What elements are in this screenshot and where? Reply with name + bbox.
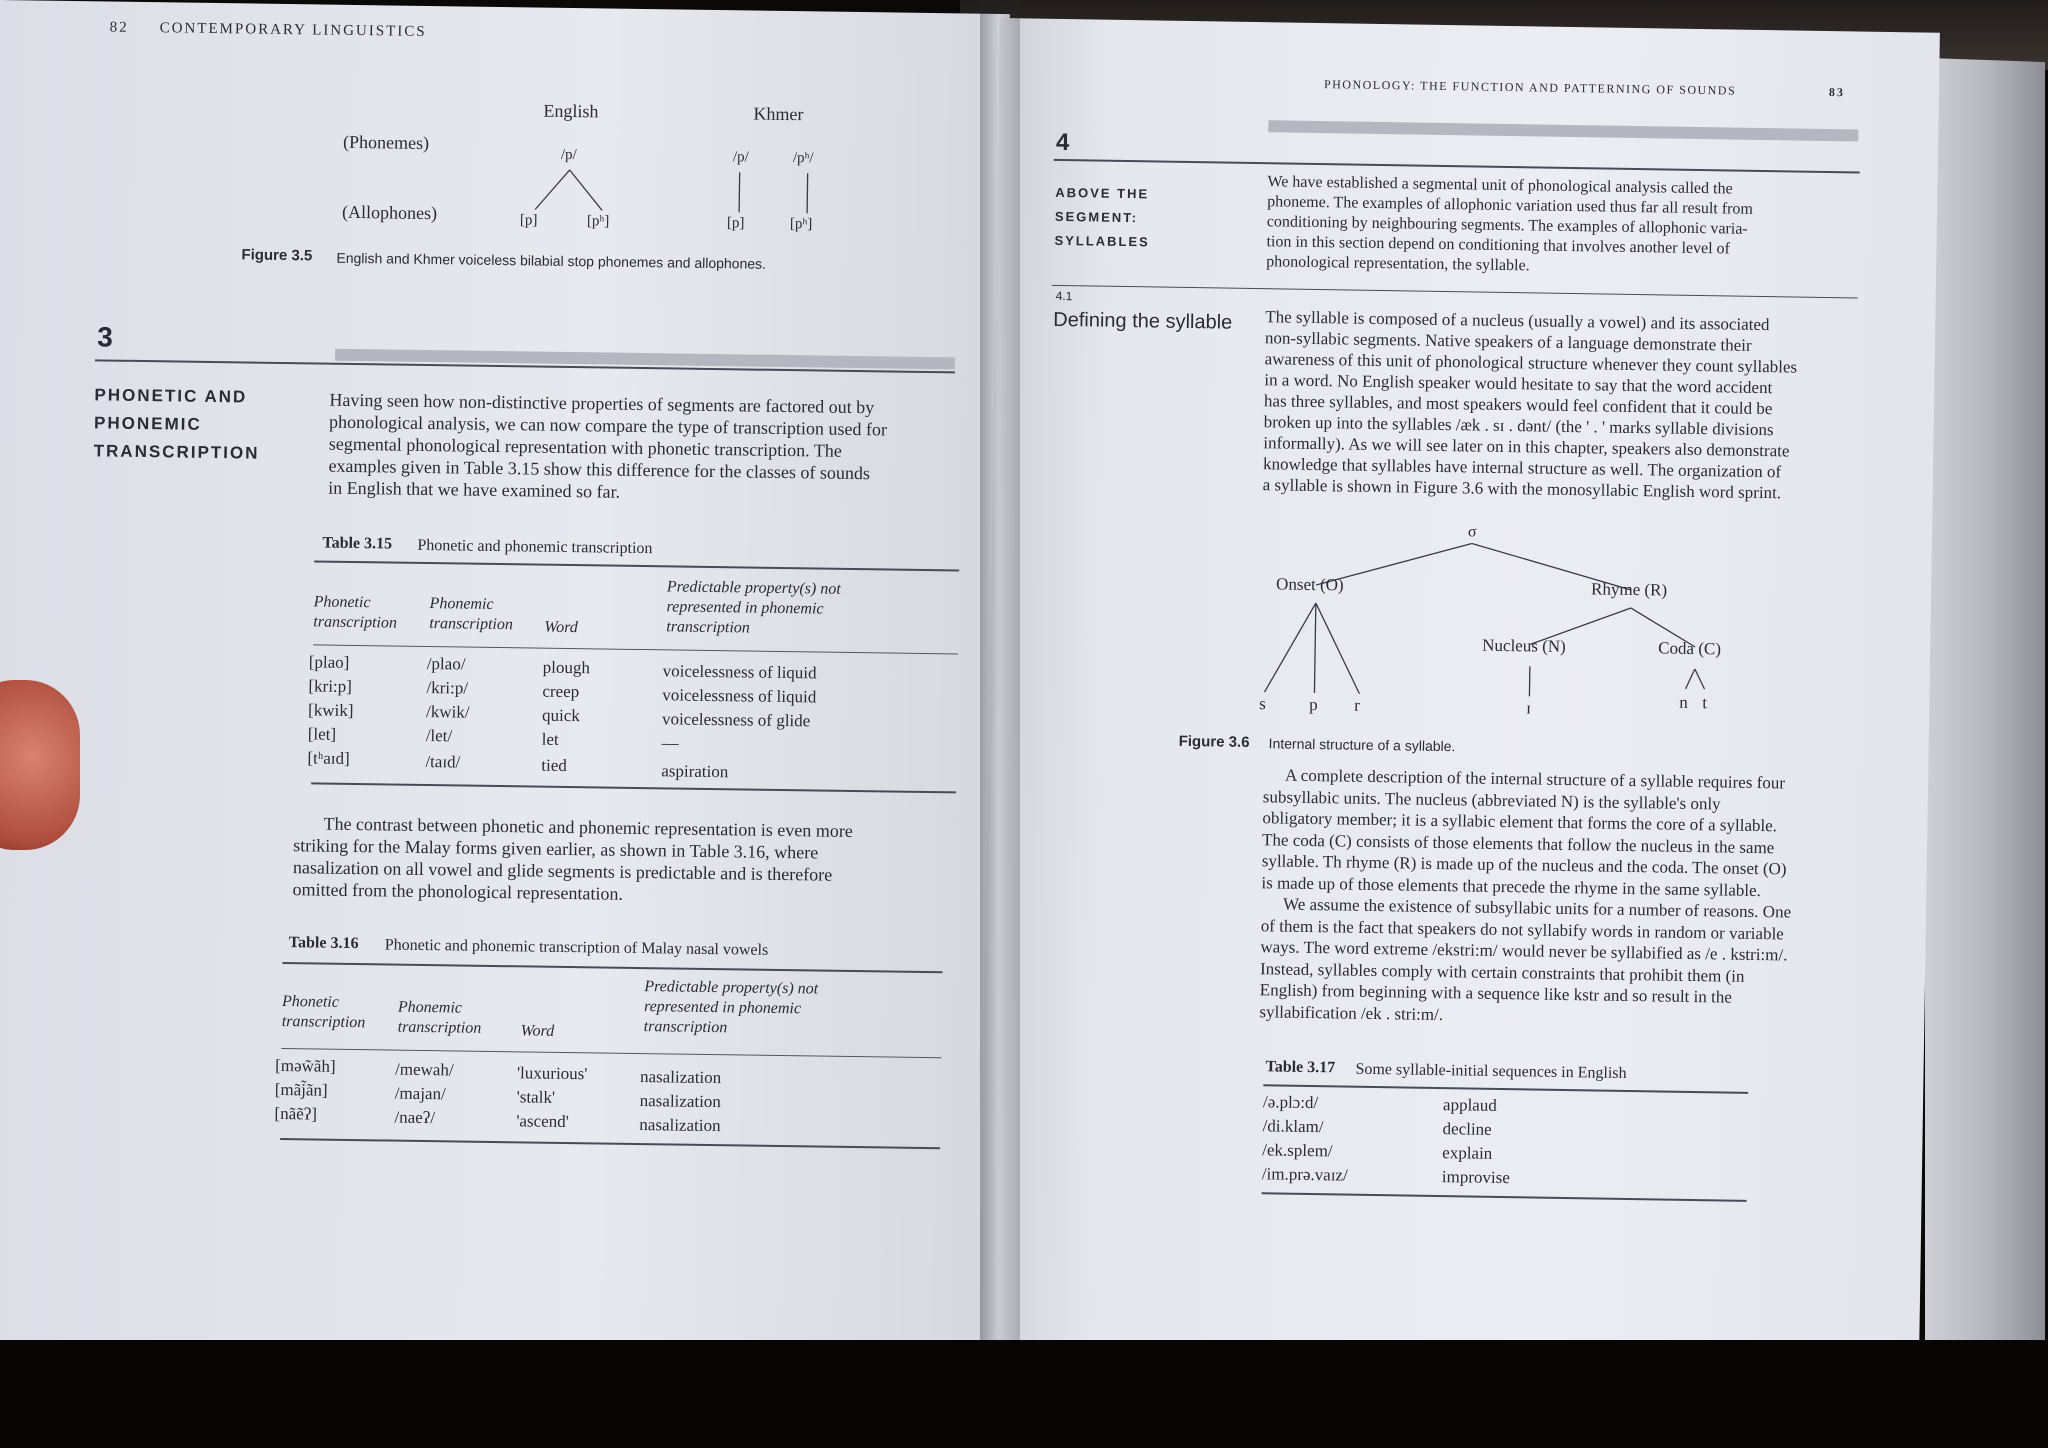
t315-header-phonemic: Phonemic transcription [429,595,514,634]
syllable-tree-lines [1239,522,1802,731]
fig36-caption-text: Internal structure of a syllable. [1268,735,1456,755]
para-line: in a word. No English speaker would hesitate to say that the word accident [1264,370,1773,398]
tree-nucleus: Nucleus (N) [1482,635,1566,656]
t315-cell: /plao/ [426,654,466,674]
table-3-16-top-rule [283,962,943,973]
table-3-16-label: Table 3.16 [288,934,359,953]
tree-seg-s: s [1259,694,1267,714]
t317-cell: decline [1442,1119,1492,1139]
para-line: The syllable is composed of a nucleus (usually a vowel) and its associated [1265,307,1770,335]
t316-header-phonemic: Phonemic transcription [397,998,482,1037]
t315-cell: — [661,733,679,753]
para-line: Having seen how non-distinctive properties of segments are factored out by [329,389,875,418]
table-3-17-bottom-rule [1262,1192,1747,1202]
t316-cell: nasalization [639,1091,722,1112]
section-4-rule [1054,159,1860,174]
t316-header-word: Word [520,1022,555,1040]
table-3-15-label: Table 3.15 [322,534,393,553]
para-line: knowledge that syllables have internal structure as well. The organization of [1262,454,1782,482]
t315-cell: [let] [307,724,337,744]
section-3-heading-1: PHONETIC AND [94,385,248,407]
t315-cell: voicelessness of glide [661,709,811,731]
t315-cell: /let/ [425,726,453,746]
section-4-heading-3: SYLLABLES [1054,232,1150,250]
right-running-head: PHONOLOGY: THE FUNCTION AND PATTERNING OF SOUNDS [1323,77,1737,98]
para-line: has three syllables, and most speakers would feel confident that it could be [1263,391,1773,419]
t315-cell: /kri:p/ [426,678,469,698]
t317-cell: /im.prə.vaɪz/ [1261,1164,1348,1185]
para-line: The coda (C) consists of those elements that follow the nucleus in the same [1261,829,1775,857]
t316-cell: [mãj̃ãn] [274,1079,328,1100]
section-4-1-para [1263,306,1798,503]
t315-header-word: Word [544,618,578,637]
fig35-eng-allo-2: [pʰ] [586,213,610,230]
background-bottom [0,1340,2048,1448]
fig35-caption-text: English and Khmer voiceless bilabial stop phonemes and allophones. [336,249,767,272]
para-line: non-syllabic segments. Native speakers of a language demonstrate their [1264,328,1752,355]
tree-rhyme: Rhyme (R) [1590,579,1668,600]
tree-coda: Coda (C) [1658,638,1722,659]
table-3-15-header-rule [313,644,958,654]
t316-cell: /naeʔ/ [394,1107,436,1128]
para-line: phoneme. The examples of allophonic variation used thus far all result from [1267,193,1754,218]
t317-cell: improvise [1441,1167,1510,1188]
para-line: A complete description of the internal structure of a syllable requires four [1284,765,1786,793]
right-page [978,18,1940,1413]
para-line: obligatory member; it is a syllabic element that forms the core of a syllable. [1262,808,1778,836]
para-line: We assume the existence of subsyllabic units for a number of reasons. One [1282,894,1792,922]
para-line: informally). As we will see later on in this chapter, speakers also demonstrate [1263,433,1790,461]
fig35-khm-allo-2: [pʰ] [789,216,813,233]
t315-cell: plough [542,657,591,678]
left-para-2 [292,812,852,908]
t315-cell: /kwik/ [425,702,470,722]
section-4-1-number: 4.1 [1055,288,1073,304]
table-3-17-title: Some syllable-initial sequences in English [1355,1060,1627,1082]
section-3-number: 3 [97,321,114,353]
para-line: phonological representation, the syllable. [1266,253,1530,275]
tree-seg-r: r [1354,695,1361,715]
t316-cell: [məw̃ãh] [275,1055,336,1076]
t317-cell: explain [1442,1143,1493,1163]
para-line: striking for the Malay forms given earlier, as shown in Table 3.16, where [293,835,819,863]
para-line: in English that we have examined so far. [328,477,621,502]
right-page-number: 83 [1828,85,1846,100]
page-stack-edge [1925,58,2045,1392]
t315-cell: [tʰaɪd] [307,748,350,768]
fig35-khm-allo-1: [p] [726,215,745,232]
para-line: subsyllabic units. The nucleus (abbreviated N) is the syllable's only [1262,786,1721,813]
section-4-1-rule [1052,285,1858,299]
table-3-16-title: Phonetic and phonemic transcription of Malay nasal vowels [384,936,769,959]
fig35-eng-phoneme: /p/ [560,146,577,164]
t315-cell: voicelessness of liquid [662,661,817,683]
tree-seg-nucleus: ɪ [1526,698,1532,718]
para-line: a syllable is shown in Figure 3.6 with the monosyllabic English word sprint. [1262,475,1782,503]
t315-cell: [plao] [308,652,350,672]
t315-cell: voicelessness of liquid [662,685,817,707]
section-4-heading-2: SEGMENT: [1054,208,1139,226]
t316-cell: nasalization [639,1115,721,1136]
para-line: segmental phonological representation with phonetic transcription. The [328,433,842,461]
para-line: broken up into the syllables /æk . sɪ . dənt/ (the ' . ' marks syllable divisions [1263,412,1774,440]
table-3-17-top-rule [1263,1084,1748,1094]
para-line: phonological analysis, we can now compare the type of transcription used for [329,411,888,440]
tree-onset: Onset (O) [1275,574,1344,595]
para-line: omitted from the phonological representation. [292,879,624,904]
book-gutter-shadow [980,0,1020,1400]
fig35-col-english: English [543,100,599,122]
table-3-16-bottom-rule [280,1138,940,1149]
para-line: of them is the fact that speakers do not syllabify words in random or variable [1260,915,1784,943]
t316-cell: nasalization [639,1067,722,1088]
left-running-head: CONTEMPORARY LINGUISTICS [159,20,427,40]
section-4-number: 4 [1055,128,1070,157]
section-4-bar [1268,120,1858,141]
t316-cell: /mewah/ [394,1059,454,1080]
t315-cell: [kwik] [307,700,354,721]
fig35-branch-lines [497,157,838,222]
t317-cell: applaud [1442,1095,1497,1115]
t316-header-phonetic: Phonetic transcription [281,993,366,1032]
table-3-15-title: Phonetic and phonemic transcription [417,536,653,558]
para-line: conditioning by neighbouring segments. The examples of allophonic varia- [1266,213,1748,238]
left-page-number: 82 [109,19,129,36]
para-line: tion in this section depend on conditioning that involves another level of [1266,233,1731,258]
t316-cell: 'ascend' [516,1111,569,1132]
para-line: The contrast between phonetic and phonemic representation is even more [323,813,853,841]
para-line: syllable. Th rhyme (R) is made up of the nucleus and the coda. The onset (O) [1261,851,1787,879]
fig36-caption-label: Figure 3.6 [1178,732,1250,752]
fig35-khm-phoneme-1: /p/ [732,149,749,166]
fig35-khm-phoneme-2: /pʰ/ [792,150,814,167]
t316-header-predictable: Predictable property(s) not represented in phonemic transcription [643,978,819,1037]
t316-cell: 'luxurious' [516,1063,588,1084]
t317-cell: /di.klam/ [1262,1116,1324,1137]
para-line: ways. The word extreme /ekstri:m/ would never be syllabified as /e . kstri:m/. [1260,937,1788,965]
t315-header-phonetic: Phonetic transcription [313,593,398,632]
t315-cell: aspiration [661,761,729,782]
left-page [0,0,1010,1409]
section-3-para [328,389,887,507]
t315-cell: tied [541,755,567,775]
fig35-row-allophones: (Allophones) [341,201,438,224]
thumb [0,680,80,850]
table-3-15-top-rule [314,560,959,571]
t317-cell: /ə.plɔ:d/ [1262,1092,1319,1113]
t316-cell: [nãẽʔ] [274,1103,318,1124]
table-3-17-label: Table 3.17 [1265,1058,1336,1077]
table-3-15-bottom-rule [311,782,956,793]
t315-cell: quick [541,705,580,726]
section-4-para [1266,172,1753,280]
right-para-2 [1259,764,1793,1030]
para-line: English) from beginning with a sequence like kstr and so result in the [1259,980,1732,1007]
fig35-col-khmer: Khmer [753,103,804,125]
fig35-caption-label: Figure 3.5 [241,246,313,265]
section-3-heading-2: PHONEMIC [93,413,202,434]
fig35-eng-allo-1: [p] [519,212,538,229]
section-4-1-heading: Defining the syllable [1053,308,1233,334]
para-line: nasalization on all vowel and glide segments is predictable and is therefore [292,857,833,885]
section-3-heading-3: TRANSCRIPTION [93,441,260,463]
t316-cell: 'stalk' [516,1087,556,1107]
t315-cell: /taɪd/ [425,752,461,772]
section-4-heading-1: ABOVE THE [1055,184,1150,202]
tree-seg-t: t [1702,693,1708,713]
para-line: awareness of this unit of phonological structure whenever they count syllables [1264,349,1798,377]
tree-seg-n: n [1679,692,1688,712]
t315-cell: creep [542,681,580,702]
fig35-row-phonemes: (Phonemes) [342,131,430,154]
t316-cell: /majan/ [394,1083,446,1104]
para-line: syllabification /ek . stri:m/. [1259,1001,1444,1024]
para-line: is made up of those elements that precede the rhyme in the same syllable. [1261,872,1761,900]
t315-cell: let [541,729,559,749]
para-line: Instead, syllables comply with certain constraints that prohibit them (in [1259,958,1745,986]
para-line: examples given in Table 3.15 show this difference for the classes of sounds [328,455,871,484]
t315-cell: [kri:p] [308,676,353,696]
t315-header-predictable: Predictable property(s) not represented in phonemic transcription [666,578,841,637]
para-line: We have established a segmental unit of phonological analysis called the [1267,173,1733,198]
tree-root-sigma: σ [1467,523,1477,541]
tree-seg-p: p [1309,694,1318,715]
t317-cell: /ek.splem/ [1262,1140,1333,1161]
table-3-16-header-rule [281,1048,941,1058]
